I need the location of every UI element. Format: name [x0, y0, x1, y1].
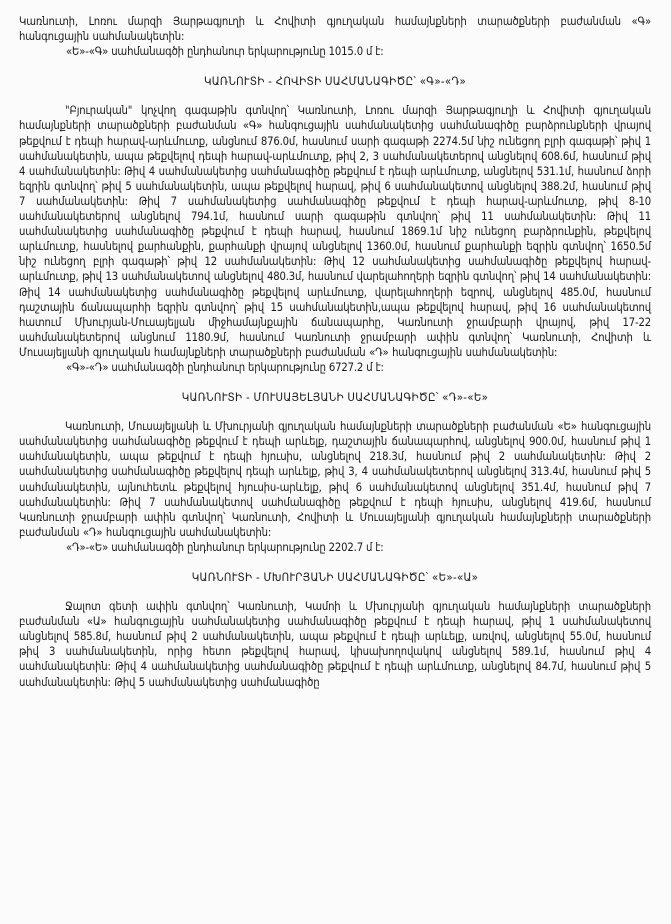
section-body-g-d: "Բյուրական" կոչվող գագաթին գտնվող՝ Կառնուտի, Լոռու մարզի Յարթագյուղի և Հովիտի գյուղական համայնքների տարածքների բաժանման «Գ» հանգուցային սահմանակետից սահմանագիծը բարձրունքների վրայով թեքվում է դեպի հարավ-արևմուտք, անցնում 876.0մ, հասնում սարի գագաթի 2274.5մ նիշ ունեցող բլրի գագաթի՝ թիվ 1 սահմանակետին, ապա թեքվելով դեպի հարավ-արևմուտք, թիվ 2, 3 սահմանակետերով անցնելով 608.6մ, հասնում թիվ 4 սահմանակետին: Թիվ 4 սահմանակետից սահմանագիծը թեքվում է դեպի արևմուտք, անցնելով 531.1մ, հասնում ձորի եզրին գտնվող՝ թիվ 5 սահմանակետին, ապա թեքվելով հարավ, թիվ 6 սահմանակետով անցնելով 388.2մ, հասնում թիվ 7 սահմանակետին: Թիվ 7 սահմանակետից սահմանագիծը թեքվում է դեպի հարավ-արևմուտք, թիվ 8-10 սահմանակետերով անցնելով 794.1մ, հասնում սարի գագաթին գտնվող՝ թիվ 11 սահմանակետին: Թիվ 11 սահմանակետից սահմանագիծը թեքվում է դեպի հարավ, հասնում 1869.1մ նիշ ունեցող բարձրունքին, թեքվելով արևմուտք, հասնելով քարհանքին, քարհանքի վրայով անցնելով 1360.0մ, հասնում քարհանքի եզրին գտնվող՝ 1650.5մ նիշ ունեցող բլրի գագաթի՝ թիվ 12 սահմանակետին: Թիվ 12 սահմանակետից սահմանագիծը թեքվելով հարավ-արևմուտք, թիվ 13 սահմանակետով անցնելով 480.3մ, հասնում վարելահողերի եզրին գտնվող՝ թիվ 14 սահմանակետին: Թիվ 14 սահմանակետից սահմանագիծը թեքվելով արևմուտք, վարելահողերի եզրով, անցնելով 485.0մ, հասնում դաշտային ճանապարհի եզրին գտնվող՝ թիվ 15 սահմանակետին,ապա թեքվելով հարավ, թիվ 16 սահմանակետով հատում Մխուրյան-Մուսայելյան միջհամայնքային ճանապարհը, Կառնուտի ջրամբարի վրայով, թիվ 17-22 սահմանակետերով անցնում 1180.9մ, հասնում Կառնուտի ջրամբարի ափին գտնվող՝ Կառնուտի, Հովիտի և Մուսայելյանի գյուղական համայնքների տարածքների բաժանման «Դ» հանգուցային սահմանակետին: — [19, 104, 651, 359]
section-body-e-a: Ջալոտ գետի ափին գտնվող՝ Կառնուտի, Կամոի և Մխուրյանի գյուղական համայնքների տարածքների բաժանման «Ա» հանգուցային սահմանակետից սահմանագիծը թեքվում է դեպի հարավ, թիվ 1 սահմանակետով անցնելով 585.8մ, հասնում թիվ 2 սահմանակետին, ապա թեքվում է դեպի արևելք, առվով, անցնելով 55.0մ, հասնում թիվ 3 սահմանակետին, որից հետո թեքվելով հարավ, կիսախողովակով անցնելով 589.1մ, հասնում թիվ 4 սահմանակետին: Թիվ 4 սահմանակետից սահմանագիծը թեքվում է դեպի արևմուտք, անցնելով 84.7մ, հասնում թիվ 5 սահմանակետին: Թիվ 5 սահմանակետից սահմանագիծը — [19, 600, 651, 689]
section-length-g-d: «Գ»-«Դ» սահմանագծի ընդհանուր երկարությունը 6727.2 մ է: — [66, 360, 384, 374]
intro-paragraph: Կառնուտի, Լոռու մարզի Յարթագյուղի և Հովիտի գյուղական համայնքների տարածքների բաժանման «Գ» հանգուցային սահմանակետին: — [19, 15, 651, 44]
section-body-d-e: Կառնուտի, Մուսայելյանի և Մխուրյանի գյուղական համայնքների տարածքների բաժանման «Ե» հանգուցային սահմանակետից սահմանագիծը թեքվում է դեպի արևելք, դաշտային ճանապարհով, անցնելով 900.0մ, հասնում թիվ 1 սահմանակետին, ապա թեքվում է դեպի հյուսիս, անցնելով 218.3մ, հասնում թիվ 2 սահմանակետին: Թիվ 2 սահմանակետից սահմանագիծը թեքվելով դեպի արևելք, թիվ 3, 4 սահմանակետերով անցնելով 313.4մ, հասնում թիվ 5 սահմանակետին, այնուհետև թեքվելով հյուսիս-արևելք, թիվ 6 սահմանակետով անցնելով 351.4մ, հասնում թիվ 7 սահմանակետին: Թիվ 7 սահմանակետով սահմանագիծը թեքվում է դեպի հյուսիս, անցնելով 419.6մ, հասնում Կառնուտի ջրամբարի ափին գտնվող՝ Կառնուտի, Հովիտի և Մուսայելյանի գյուղական համայնքների տարածքների բաժանման «Դ» հանգուցային սահմանակետին: — [19, 420, 651, 539]
section-heading-g-d: ԿԱՌՆՈՒՏԻ - ՀՈՎԻՏԻ ՍԱՀՄԱՆԱԳԻԾԸ՝ «Գ»-«Դ» — [203, 74, 467, 89]
section-heading-d-e: ԿԱՌՆՈՒՏԻ - ՄՈՒՍԱՅԵԼՅԱՆԻ ՍԱՀՄԱՆԱԳԻԾԸ՝ «Դ»-«Ե» — [181, 390, 489, 405]
intro-length-line: «Ե»-«Գ» սահմանագծի ընդհանուր երկարությունը 1015.0 մ է: — [66, 45, 384, 59]
section-heading-e-a: ԿԱՌՆՈՒՏԻ - ՄԽՈՒՐՅԱՆԻ ՍԱՀՄԱՆԱԳԻԾԸ՝ «Ե»-«Ա» — [191, 570, 479, 584]
section-length-d-e: «Դ»-«Ե» սահմանագծի ընդհանուր երկարությունը 2202.7 մ է: — [66, 540, 384, 554]
